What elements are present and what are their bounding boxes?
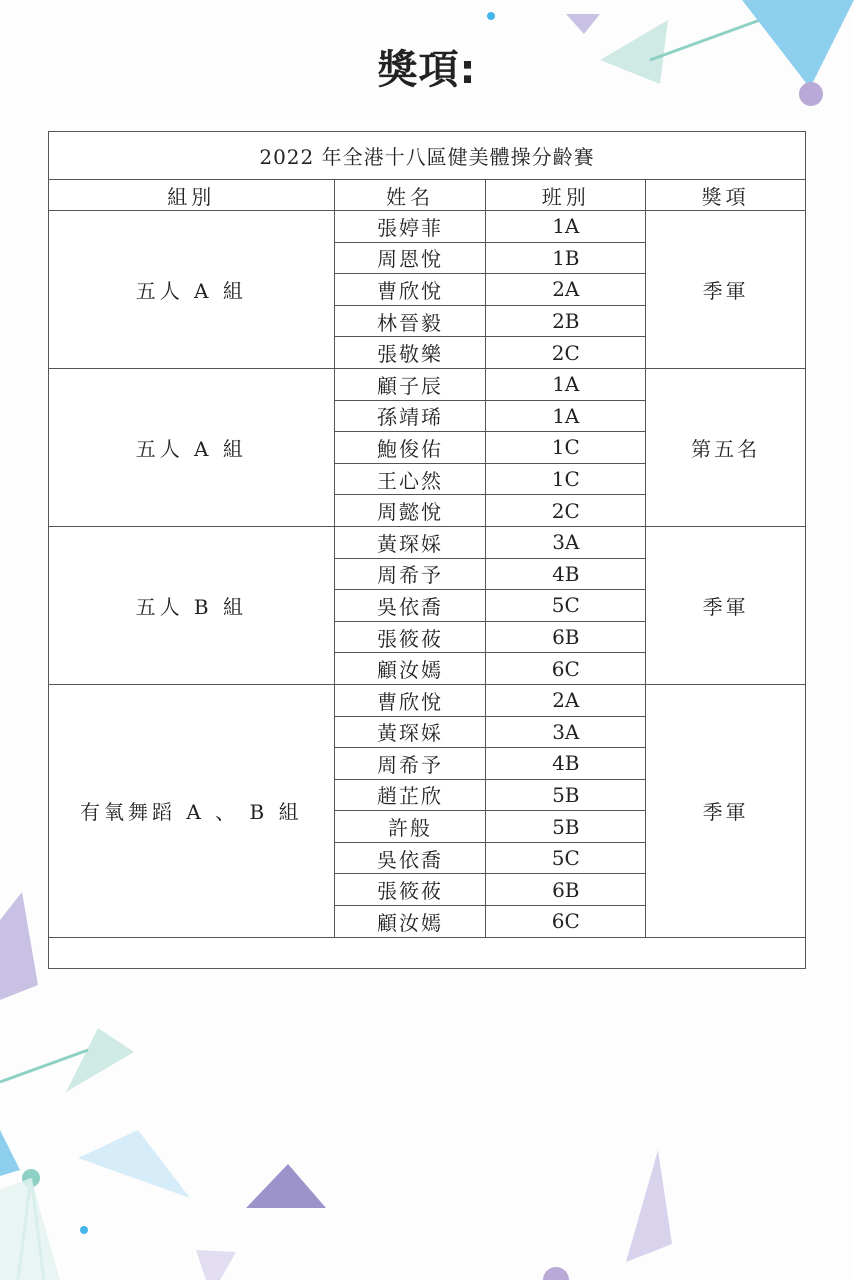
class-cell: 6C [486,653,646,685]
empty-footer-row [49,937,806,968]
column-header-name: 姓名 [334,180,486,211]
class-cell: 2C [486,495,646,527]
class-cell: 3A [486,526,646,558]
decor-dot [487,12,495,20]
decor-triangle [626,1150,672,1262]
column-header-award: 獎項 [646,180,806,211]
awards-table [48,131,806,969]
group-cell: 五人 B 組 [49,526,335,684]
student-name-cell: 張敬樂 [334,337,486,369]
class-cell: 2A [486,274,646,306]
award-cell: 季軍 [646,684,806,937]
table-row [49,526,806,558]
class-cell: 1A [486,368,646,400]
student-name-cell: 張筱莜 [334,621,486,653]
class-cell: 2C [486,337,646,369]
class-cell: 1C [486,432,646,464]
decor-dot [543,1267,569,1280]
decor-triangle [0,892,38,1000]
student-name-cell: 許般 [334,811,486,843]
column-header-class: 班別 [486,180,646,211]
table-row [49,211,806,243]
decor-triangle [0,1178,60,1280]
class-cell: 6B [486,621,646,653]
class-cell: 1C [486,463,646,495]
decor-triangle [246,1164,326,1208]
award-cell: 第五名 [646,368,806,526]
student-name-cell: 黃琛婇 [334,526,486,558]
student-name-cell: 曹欣悅 [334,684,486,716]
student-name-cell: 周希予 [334,558,486,590]
class-cell: 1A [486,400,646,432]
decor-triangle [0,1130,20,1176]
decor-dot [80,1226,88,1234]
group-cell: 五人 A 組 [49,211,335,369]
class-cell: 6C [486,906,646,938]
student-name-cell: 周希予 [334,748,486,780]
student-name-cell: 黃琛婇 [334,716,486,748]
table-header-row [49,180,806,211]
column-header-group: 組別 [49,180,335,211]
student-name-cell: 顧子辰 [334,368,486,400]
class-cell: 2B [486,305,646,337]
student-name-cell: 張筱莜 [334,874,486,906]
decor-triangle [66,1028,134,1092]
table-caption: 2022 年全港十八區健美體操分齡賽 [49,132,806,180]
class-cell: 3A [486,716,646,748]
empty-footer-cell [49,937,806,968]
decor-triangle [566,14,600,34]
class-cell: 5B [486,779,646,811]
award-cell: 季軍 [646,211,806,369]
student-name-cell: 王心然 [334,463,486,495]
student-name-cell: 顧汝嫣 [334,653,486,685]
student-name-cell: 趙芷欣 [334,779,486,811]
class-cell: 5C [486,590,646,622]
table-row [49,368,806,400]
student-name-cell: 孫靖琋 [334,400,486,432]
student-name-cell: 吳依喬 [334,842,486,874]
class-cell: 6B [486,874,646,906]
student-name-cell: 周恩悅 [334,242,486,274]
class-cell: 4B [486,748,646,780]
page-title: 獎項: [377,47,477,93]
class-cell: 5C [486,842,646,874]
student-name-cell: 林晉毅 [334,305,486,337]
decor-triangle [78,1130,190,1198]
group-cell: 五人 A 組 [49,368,335,526]
class-cell: 5B [486,811,646,843]
class-cell: 1B [486,242,646,274]
class-cell: 1A [486,211,646,243]
student-name-cell: 顧汝嫣 [334,906,486,938]
student-name-cell: 周懿悅 [334,495,486,527]
class-cell: 4B [486,558,646,590]
table-row [49,684,806,716]
class-cell: 2A [486,684,646,716]
student-name-cell: 吳依喬 [334,590,486,622]
award-cell: 季軍 [646,526,806,684]
student-name-cell: 張婷菲 [334,211,486,243]
table-caption-row [49,132,806,180]
group-cell: 有氧舞蹈 A 、 B 組 [49,684,335,937]
student-name-cell: 曹欣悅 [334,274,486,306]
student-name-cell: 鮑俊佑 [334,432,486,464]
decor-triangle [196,1250,236,1280]
